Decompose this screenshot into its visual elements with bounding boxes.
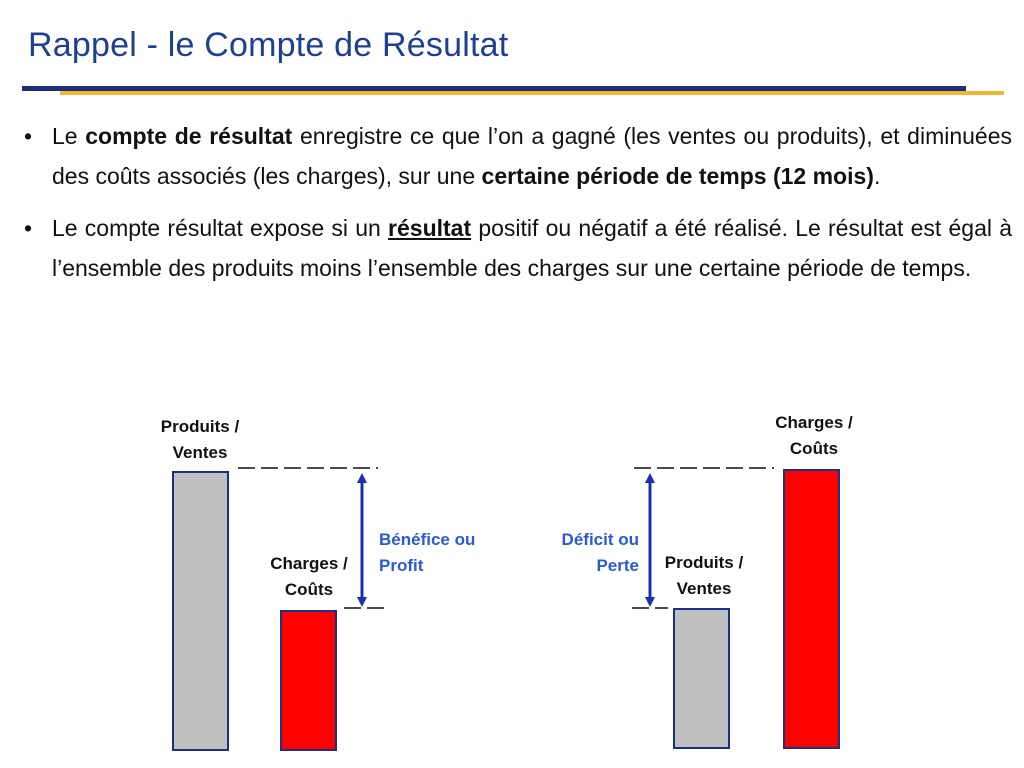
left-short-bar-label: Charges / Coûts <box>270 554 348 599</box>
right-short-bar-label: Produits / Ventes <box>664 553 744 598</box>
bullet-text: . <box>873 163 881 189</box>
bullet-text: Le compte résultat expose si un <box>52 215 389 241</box>
bullet-text-bold: certaine période de temps (12 mois) <box>481 163 874 189</box>
bullet-text: enregistre ce que l’on a gagné (les ventes ou produits), et diminuées des coûts associés (les charges), sur une <box>52 123 1012 189</box>
bullet-dot: • <box>24 215 33 241</box>
bullet-text-bold-underline: résultat <box>388 215 472 241</box>
left-gap-label: Bénéfice ou Profit <box>379 530 476 575</box>
bullet-text: Le <box>52 123 86 149</box>
bullet-text: positif ou négatif a été réalisé. Le résultat est égal à l’ensemble des produits moins l’ensemble des charges sur une certaine période de temps. <box>52 215 1012 281</box>
right-gap-label: Déficit ou Perte <box>561 530 639 575</box>
bullet-text-bold: compte de résultat <box>85 123 293 149</box>
bullet-dot: • <box>24 123 33 149</box>
right-short-bar <box>674 609 729 748</box>
right-tall-bar-label: Charges / Coûts <box>775 413 853 458</box>
left-tall-bar-label: Produits / Ventes <box>160 417 240 462</box>
right-tall-bar <box>784 470 839 748</box>
slide-title: Rappel - le Compte de Résultat <box>28 26 509 64</box>
left-tall-bar <box>173 472 228 750</box>
left-short-bar <box>281 611 336 750</box>
